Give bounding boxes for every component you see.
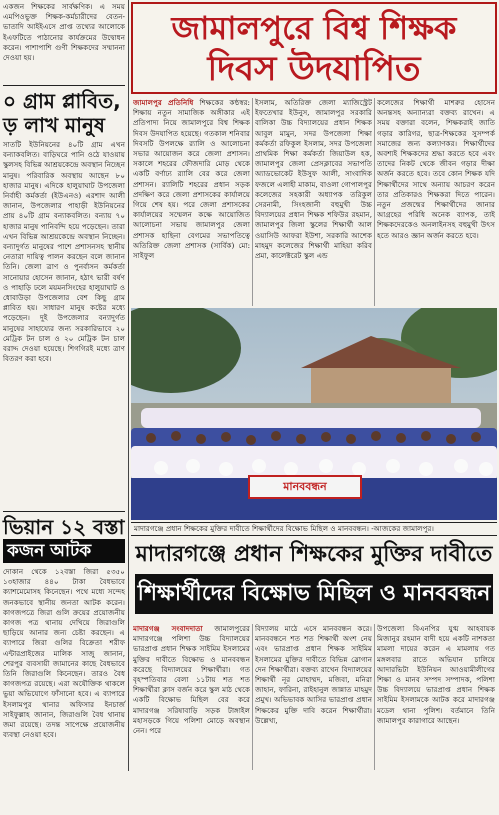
bottom-headline-line-2: শিক্ষার্থীদের বিক্ষোভ মিছিল ও মানববন্ধন (135, 574, 493, 614)
top-story-columns (131, 98, 497, 306)
top-story-col-2-text: ইসলাম, অতিরিক্ত জেলা ম্যাজিস্ট্রেট ইফতেখার ইউনুস, জামালপুর সরকারি বালিকা উচ্চ বিদ্যালয়ের প্রধান শিক্ষক আবুল মামুন, সদর উপজেলা শিক্ষা কর্মকর্তা রফিকুল ইসলাম, সদর উপজেলা প্রাথমিক শিক্ষা কর্মকর্তা জিয়াউল হক, জামালপুর জেলা প্রেসক্লাবের সভাপতি অ্যাডভোকেট ইউসুফ আলী, সাংবাদিক ফজলে এলাহী মাকাম, বাওলা গোপালপুর কলেজের সহকারী অধ্যাপক তরিকুল সেরনামী, সিংহজানী বহুমুখী উচ্চ বিদ্যালয়ের প্রধান শিক্ষক শফিউর রহমান, জামালপুর জিলা স্কুলের শিক্ষার্থী আল ওয়াসিউ আফরা ইউশা, সরকারি আশেক মাহমুদ কলেজের শিক্ষার্থী মাহিয়া করিব প্রমা, কালেক্টরেট স্কুল এন্ড (255, 98, 372, 261)
left-top-text: একজন শিক্ষকের সার্বক্ষণিক। এ সময় এমপিওভুক্ত শিক্ষক-কর্মচারীদের বেতন-ভাতাদি আইইএসে প্রাপ্ত তথ্যের আলোকে ইএফটিতে পাঠানোর কার্যক্রমের উদ্বোধন করেন। পাশাপাশি গুণী শিক্ষকদের সম্মাননা দেওয়া হয়। (3, 2, 125, 63)
top-story-byline: জামালপুর প্রতিনিধি (133, 98, 194, 107)
bottom-story-col-1-wrap (133, 624, 250, 770)
bottom-story-col-3 (375, 624, 497, 770)
photo-banner-text: মানববন্ধন (283, 480, 327, 493)
bottom-story-col-2-text: বিদ্যালয় মাঠে এসে মানববন্ধন করে। মানববন্ধনে শত শত শিক্ষার্থী অংশ নেয় এবং ভারপ্রাপ্ত প্রধান শিক্ষক সাইমিম ইসলামের মুক্তির দাবীতে বিভিন্ন স্লোগান দেন শিক্ষার্থীরা। বক্তব্য রাখেন বিদ্যালয়ের শিক্ষার্থী নূর মোহাম্মদ, মজিবা, মনিরা জাহান, ফারিনা, রাইহানুল জান্নাত মাহমুদ প্রমুখ। অভিভাবক আসির ভারপ্রাপ্ত প্রধান শিক্ষকের মুক্তি দাবি করেন শিক্ষার্থীরা। উল্লেখ্য, (255, 624, 372, 725)
top-story-col-3-text: কলেজের শিক্ষার্থী মাশরুর হোসেন অনন্তসহ অন্যান্যরা বক্তব্য রাখেন। এ সময় বক্তারা বলেন, শিক্ষকরাই জাতি গড়ার কারিগর, ছাত্র-শিক্ষকের সুসম্পর্ক সমাজের জন্য কল্যাণকর। শিক্ষার্থীদের অবশ্যই শিক্ষকদের শ্রদ্ধা করতে হবে এবং তাদের নিকট থেকে জীবন গড়ার দীক্ষা অর্জন করতে হবে। তবে কোন শিক্ষক যদি শিক্ষার্থীদের সাথে অন্যায় আচরণ করেন তার প্রতিকারও শিক্ষকরা দিতে পারেন। নতুন প্রজন্মের শিক্ষার্থীদের জানার আগ্রহের পরিধি অনেক ব্যাপক, তাই শিক্ষকদেরকেও অনলাইনসহ বহুমুখী উৎস হতে আরও জ্ঞান অর্জন করতে হবে। (377, 98, 495, 240)
photo-caption: মাদারগঞ্জে প্রধান শিক্ষকের মুক্তির দাবীতে শিক্ষার্থীদের বিক্ষোভ মিছিল ও মানববন্ধন। -আজকের জামালপুর। (131, 522, 497, 536)
left-headline-2-line2: কজন আটক (3, 539, 125, 563)
left-headline-1-line2: ড় লাখ মানুষ (3, 113, 105, 137)
banner-line-1: জামালপুরে বিশ্ব শিক্ষক (171, 9, 457, 47)
left-headline-2-line1: ভিয়ান ১২ বস্তা (3, 515, 125, 539)
left-column (0, 0, 129, 771)
bottom-story-col-3-text: উপজেলা বিএনপির যুগ্ম আহবায়ক মিজানুর রহমান বাদী হয়ে একটি নাশকতা মামলা দায়ের করেন এ মামলায় গত মঙ্গলবার রাতে অভিযান চালিয়ে আদারভিটা ইউনিয়ন আওয়ামীলীগের শিক্ষা ও মানব সম্পদ সম্পাদক, পলিশা উচ্চ বিদ্যালয়ে ভারপ্রাপ্ত প্রধান শিক্ষক সাইমিম ইসলামকে আটক করে মাদারগঞ্জ মডেল থানা পুলিশ। বর্তমানে তিনি জামালপুর কারাগারে আছেন। (377, 624, 495, 725)
right-column (131, 0, 497, 771)
top-story-col-1 (131, 98, 253, 306)
top-story-col-1-wrap (133, 98, 250, 306)
top-story-col-2 (253, 98, 375, 306)
bottom-story-columns (131, 624, 497, 770)
protest-photo (131, 308, 497, 520)
banner-line-2: দিবস উদযাপিত (207, 49, 421, 89)
headline-banner (131, 2, 497, 94)
top-story-col-3 (375, 98, 497, 306)
top-story-col-1-text: শিক্ষকের কন্ঠস্বর: শিক্ষায় নতুন সামাজিক অঙ্গীকার এই প্রতিপাদ্য নিয়ে জামালপুরে বিশ্ব শিক্ষক দিবস উদযাপিত হয়েছে। গতকাল শনিবার দিবসটি উপলক্ষে র‌্যালি ও আলোচনা সভার আয়োজন করে জেলা প্রশাসন। সকালে শহরের ফৌজদারি মোড় থেকে একটি বর্ণাঢ্য র‌্যালি বের করে জেলা প্রশাসন। র‌্যালিটি শহরের প্রধান সড়ক প্রদক্ষিণ করে জেলা প্রশাসকের কার্যালয়ে গিয়ে শেষ হয়। পরে জেলা প্রশাসকের কার্যালয়ের সম্মেলন কক্ষে আয়োজিত আলোচনা সভায় জামালপুর জেলা প্রশাসক হাছিনা বেগমের সভাপতিত্বে অতিরিক্ত জেলা প্রশাসক (সার্বিক) মো: সাইফুল (133, 98, 250, 261)
bottom-story-col-2 (253, 624, 375, 770)
left-story-2: দোকান থেকে ১২বস্তা জিরা ৫৩৫০ ১৩হাজার ৪৪০ টাকা বৈধভাবে ক্যাশমেমোসহ কিনেছেন। পথে মধ্যে সন্দেহ জনকভাবে স্থানীয় জনতা আটক করেন। কাগজপত্রে জিরা গুলি ক্রয়ের প্রয়োজনীয় কাগজ পত্র থানায় দেখিয়ে জিরাগুলি ছাড়িয়ে আনার জন্য চেষ্টা করছেন। এ ব্যাপারে জিরা গুলির বিক্রেতা শরীফ এন্টারপ্রাইজের মালিক সাজু জানান, শেরপুর ব্যবসায়ী জামানের কাছে বৈধভাবে তিনি জিরাগুলি কিনেছেন। তারও বৈধ কাগজপত্র রয়েছে। এরা অযৌক্তিক থাকলে ভুয়া অভিযোগে ফাঁসানো হবে। এ ব্যাপারে ইসলামপুর থানার অফিসার ইনচার্জ সাইফুল্লাহ জানান, জিরাগুলি বৈধ থানায় জমা রয়েছে। তদন্ত সাপেক্ষে প্রয়োজনীয় ব্যবস্থা নেওয়া হবে। (3, 567, 125, 740)
divider (3, 85, 125, 86)
left-story-1: সাতটি ইউনিয়নের ৪০টি গ্রাম এখন বন্যাকবলিত। বাড়িঘরে পানি ওঠে যাওয়ায় স্কুলসহ বিভিন্ন আশ্রয়কেন্দ্রে অবস্থান নিচ্ছেন মানুষ। পরিবারিক অবস্থায় আছেন ৮০ হাজার মানুষ। এদিকে হালুয়াঘাট উপজেলা নির্বাহী কর্মকর্তা (ইউএনও) এরশাদ আলী জানান, উপজেলার পাহাড়ী ইউনিয়নের প্রায় ৪০টি গ্রাম বন্যাকবলিত। বন্যায় ৭০ হাজার মানুষ পানিবন্দি হয়ে পড়েছেন। তারা এখন বিভিন্ন আশ্রয়কেন্দ্রে অবস্থান নিচ্ছেন। বন্যাদুর্গত মানুষের পাশে প্রশাসনসহ স্থানীয় নেতারা দায়িত্ব পালন করছেন বলে জানান তিনি। জেলা ত্রাণ ও পুনর্বাসন কর্মকর্তা সানোয়ার হোসেন জানান, হঠাৎ ভারী বর্ষণ ও পাহাড়ি ঢলে ময়মনসিংহের হালুয়াঘাট ও ধোবাউড়া উপজেলার বেশ কিছু গ্রাম প্লাবিত হয়। সাধারণ মানুষ কষ্টের মধ্যে পড়েছেন। দুই উপজেলার বন্যাদুর্গত মানুষের সাহায্যের জন্য সরকারিভাবে ২০ মেট্রিক টন চাল ও ২০ মেট্রিক টন চাল বরাদ্দ দেওয়া হয়েছে। শিগগিরই মধ্যে ত্রাণ বিতরণ করা হবে। (3, 140, 125, 364)
bottom-headline-line-1: মাদারগঞ্জে প্রধান শিক্ষকের মুক্তির দাবীতে (135, 542, 493, 567)
left-headline-1-line1: ০ গ্রাম প্লাবিত, (3, 89, 121, 113)
divider (3, 511, 125, 512)
bottom-story-byline: মাদারগঞ্জ সংবাদদাতা (133, 624, 203, 633)
bottom-story-col-1 (131, 624, 253, 770)
bottom-headline (131, 538, 497, 622)
bottom-story-col-1-text: জামালপুরের মাদারগঞ্জে পলিশা উচ্চ বিদ্যালয়ের ভারপ্রাপ্ত প্রধান শিক্ষক সাইমিম ইসলামের মুক্তির দাবীতে বিক্ষোভ ও মানববন্ধন করেছে বিদ্যালয়ের শিক্ষার্থীরা। গত বৃহস্পতিবার বেলা ১১টায় শত শত শিক্ষার্থীরা ক্লাস বর্জন করে স্কুল মাঠ থেকে একটি বিক্ষোভ মিছিল বের করে মাদারগঞ্জ সরিষাবাড়ি সড়ক টাঙ্গাইল মহাসড়কে গিয়ে পলিশা মোড়ে অবস্থান নেন। পরে (133, 624, 250, 736)
